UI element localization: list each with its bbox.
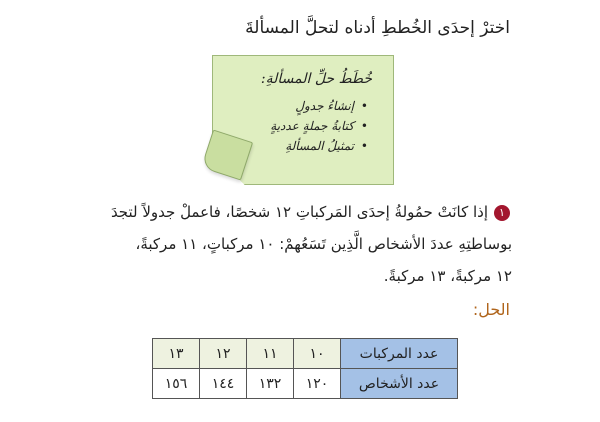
problem-number-badge: ١ xyxy=(494,205,510,221)
problem-line-1: إذا كانَتْ حمُولةُ إحدَى المَركباتِ ١٢ شخصًا، فاعملْ جدولاً لتجدَ xyxy=(110,203,488,221)
solution-label: الحل: xyxy=(472,300,510,319)
strategy-item: • إنشاءُ جدولٍ xyxy=(270,96,368,116)
strategy-item: • تمثيلُ المسألةِ xyxy=(270,136,368,156)
solution-table xyxy=(152,338,458,399)
strategy-item: • كتابةُ جملةٍ عدديةٍ xyxy=(270,116,368,136)
instruction-text: اخترْ إحدَى الخُططِ أدناه لتحلَّ المسألةَ xyxy=(245,18,510,38)
table-cell: ١٤٤ xyxy=(200,369,247,399)
problem-line-2: بوساطتِهِ عددَ الأشخاص الَّذِين تَسَعُهمْ: ١٠ مركباتٍ، ١١ مركبةً، xyxy=(135,235,512,253)
table-cell: ١١ xyxy=(247,339,294,369)
table-row xyxy=(153,339,458,369)
table-row xyxy=(153,369,458,399)
table-cell: ١٣٢ xyxy=(247,369,294,399)
problem-line-3: ١٢ مركبةً، ١٣ مركبةً. xyxy=(383,267,512,285)
table-cell: ١٠ xyxy=(294,339,341,369)
note-title: خُطَطُ حلِّ المسألةِ: xyxy=(260,71,372,87)
row-header-people: عدد الأشخاص xyxy=(341,369,458,399)
table-cell: ١٣ xyxy=(153,339,200,369)
table-cell: ١٢ xyxy=(200,339,247,369)
strategy-list xyxy=(270,96,368,156)
table-cell: ١٥٦ xyxy=(153,369,200,399)
table-cell: ١٢٠ xyxy=(294,369,341,399)
row-header-vehicles: عدد المركبات xyxy=(341,339,458,369)
